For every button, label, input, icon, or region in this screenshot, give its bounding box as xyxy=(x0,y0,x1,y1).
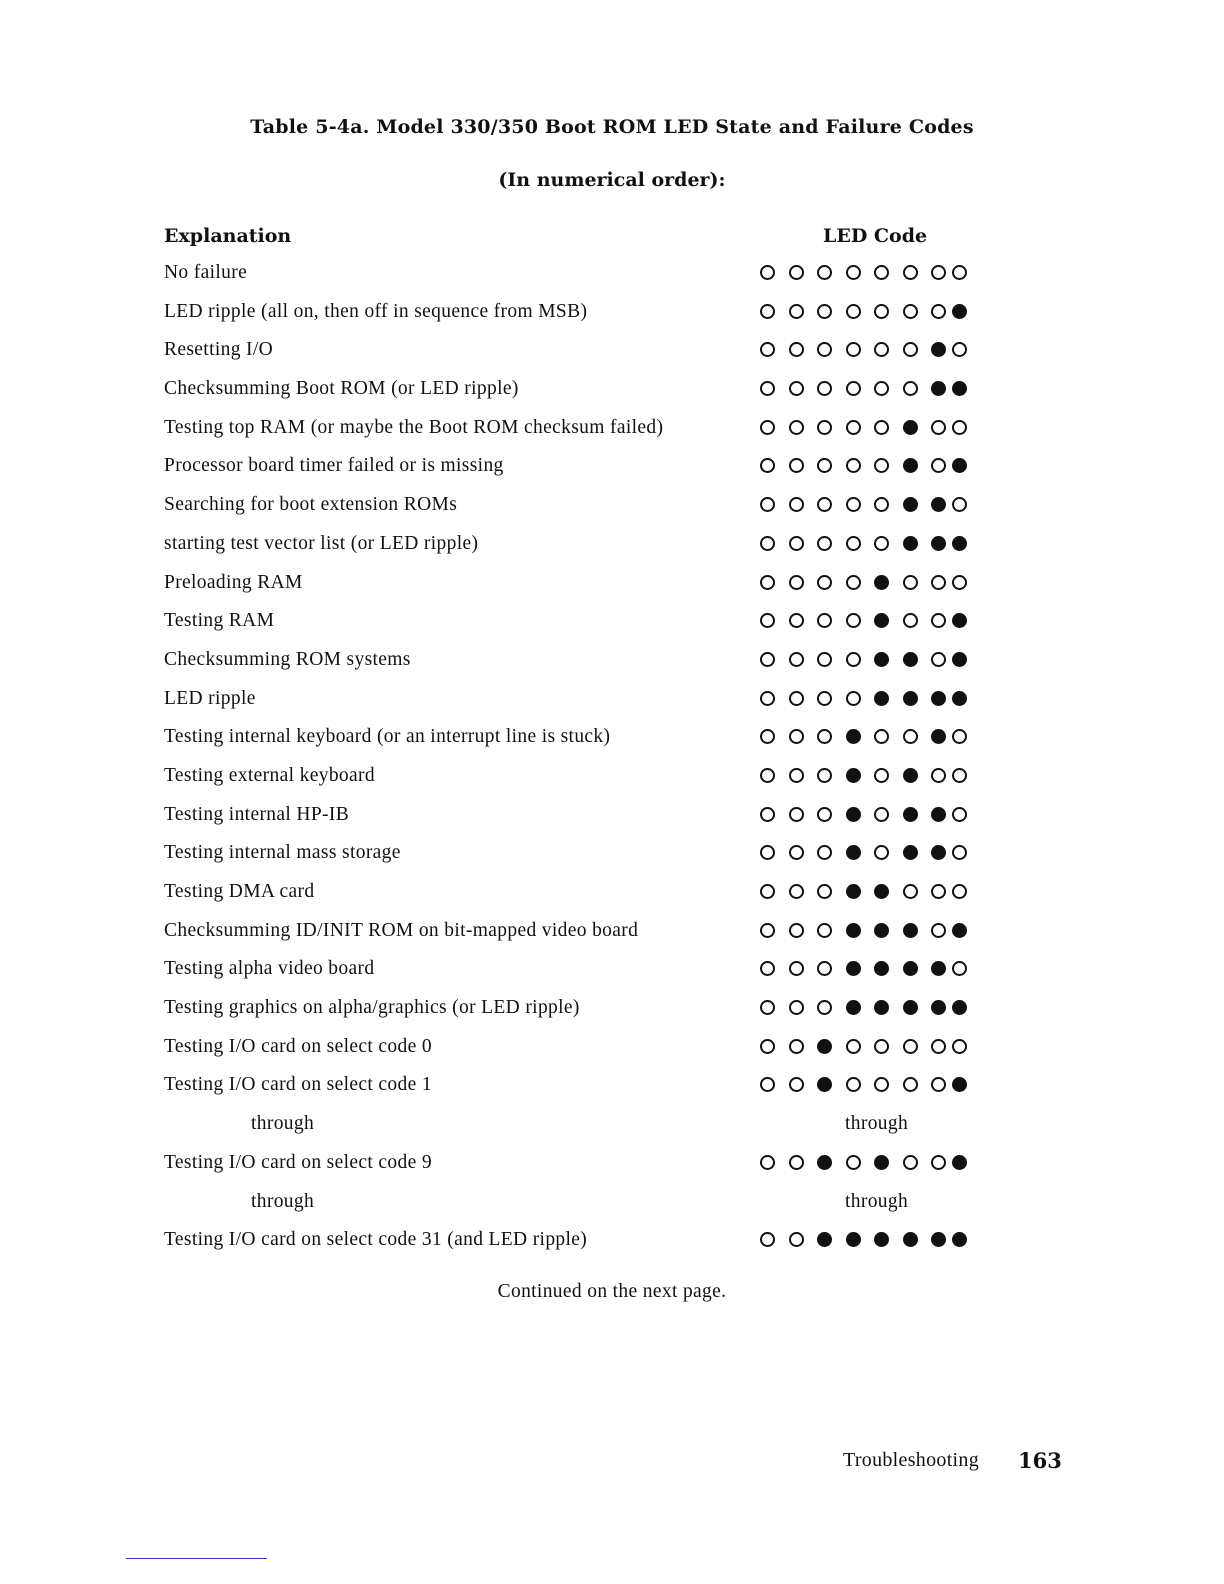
table-row xyxy=(0,950,1224,989)
table-row xyxy=(0,1028,1224,1067)
led-on-icon xyxy=(903,497,918,512)
led-off-icon xyxy=(931,304,946,319)
led-on-icon xyxy=(952,1232,967,1247)
led-off-icon xyxy=(789,652,804,667)
led-on-icon xyxy=(952,1000,967,1015)
row-explanation: Testing RAM xyxy=(164,610,275,632)
led-off-icon xyxy=(789,884,804,899)
led-code xyxy=(760,536,970,554)
led-off-icon xyxy=(760,265,775,280)
led-off-icon xyxy=(817,575,832,590)
column-header-led-code: LED Code xyxy=(823,225,928,247)
row-explanation: Testing top RAM (or maybe the Boot ROM checksum failed) xyxy=(164,416,664,438)
row-explanation: Checksumming Boot ROM (or LED ripple) xyxy=(164,378,519,400)
led-off-icon xyxy=(846,575,861,590)
led-code xyxy=(760,420,970,438)
led-off-icon xyxy=(931,923,946,938)
led-off-icon xyxy=(817,497,832,512)
led-on-icon xyxy=(952,691,967,706)
led-off-icon xyxy=(789,304,804,319)
led-off-icon xyxy=(760,1232,775,1247)
row-explanation: Checksumming ID/INIT ROM on bit-mapped video board xyxy=(164,919,639,941)
led-on-icon xyxy=(846,845,861,860)
led-off-icon xyxy=(760,575,775,590)
row-explanation: Checksumming ROM systems xyxy=(164,648,411,670)
led-off-icon xyxy=(874,265,889,280)
led-on-icon xyxy=(903,691,918,706)
led-off-icon xyxy=(874,845,889,860)
led-off-icon xyxy=(952,884,967,899)
led-code xyxy=(760,381,970,399)
table-row xyxy=(0,293,1224,332)
led-off-icon xyxy=(874,381,889,396)
table-row xyxy=(0,447,1224,486)
led-off-icon xyxy=(931,613,946,628)
led-off-icon xyxy=(846,265,861,280)
led-off-icon xyxy=(760,458,775,473)
led-off-icon xyxy=(952,1039,967,1054)
led-off-icon xyxy=(952,961,967,976)
led-off-icon xyxy=(952,265,967,280)
led-off-icon xyxy=(846,342,861,357)
led-off-icon xyxy=(817,458,832,473)
led-on-icon xyxy=(903,652,918,667)
led-off-icon xyxy=(874,536,889,551)
led-on-icon xyxy=(903,458,918,473)
row-explanation: Testing DMA card xyxy=(164,881,315,902)
led-off-icon xyxy=(817,961,832,976)
led-on-icon xyxy=(846,884,861,899)
led-off-icon xyxy=(874,807,889,822)
table-row xyxy=(0,1144,1224,1183)
led-off-icon xyxy=(903,613,918,628)
row-explanation: starting test vector list (or LED ripple) xyxy=(164,532,479,554)
led-off-icon xyxy=(760,304,775,319)
led-off-icon xyxy=(760,536,775,551)
led-on-icon xyxy=(952,304,967,319)
led-off-icon xyxy=(817,265,832,280)
led-off-icon xyxy=(931,652,946,667)
through-label: through xyxy=(251,1113,315,1135)
table-row xyxy=(0,912,1224,951)
led-off-icon xyxy=(903,381,918,396)
led-code xyxy=(760,497,970,515)
led-off-icon xyxy=(931,884,946,899)
row-explanation: Searching for boot extension ROMs xyxy=(164,494,458,516)
led-on-icon xyxy=(931,845,946,860)
led-code xyxy=(760,845,970,863)
table-row xyxy=(0,370,1224,409)
led-on-icon xyxy=(931,691,946,706)
led-off-icon xyxy=(931,420,946,435)
table-row xyxy=(0,680,1224,719)
led-on-icon xyxy=(846,961,861,976)
led-off-icon xyxy=(846,613,861,628)
led-off-icon xyxy=(874,497,889,512)
led-off-icon xyxy=(760,845,775,860)
led-on-icon xyxy=(952,536,967,551)
led-off-icon xyxy=(846,381,861,396)
led-on-icon xyxy=(874,613,889,628)
led-off-icon xyxy=(789,807,804,822)
led-off-icon xyxy=(789,613,804,628)
led-off-icon xyxy=(789,342,804,357)
led-off-icon xyxy=(760,923,775,938)
led-off-icon xyxy=(760,1039,775,1054)
led-on-icon xyxy=(903,1000,918,1015)
led-off-icon xyxy=(760,1155,775,1170)
led-on-icon xyxy=(952,923,967,938)
through-label: through xyxy=(251,1190,315,1212)
led-on-icon xyxy=(931,536,946,551)
led-code xyxy=(760,884,970,902)
led-on-icon xyxy=(952,613,967,628)
table-row xyxy=(0,796,1224,835)
led-off-icon xyxy=(931,1039,946,1054)
through-row xyxy=(0,1183,1224,1222)
led-on-icon xyxy=(903,1232,918,1247)
led-off-icon xyxy=(789,1039,804,1054)
led-on-icon xyxy=(846,729,861,744)
led-on-icon xyxy=(903,807,918,822)
led-off-icon xyxy=(817,845,832,860)
led-off-icon xyxy=(903,304,918,319)
table-row xyxy=(0,834,1224,873)
column-header-explanation: Explanation xyxy=(164,225,292,247)
led-on-icon xyxy=(931,381,946,396)
led-off-icon xyxy=(817,729,832,744)
led-off-icon xyxy=(789,575,804,590)
led-off-icon xyxy=(760,652,775,667)
led-on-icon xyxy=(846,807,861,822)
led-code xyxy=(760,1039,970,1057)
led-off-icon xyxy=(903,265,918,280)
led-off-icon xyxy=(817,342,832,357)
row-explanation: Testing external keyboard xyxy=(164,764,375,786)
led-off-icon xyxy=(952,575,967,590)
led-on-icon xyxy=(903,536,918,551)
led-on-icon xyxy=(931,1000,946,1015)
led-on-icon xyxy=(874,1155,889,1170)
led-on-icon xyxy=(931,961,946,976)
row-explanation: Testing I/O card on select code 1 xyxy=(164,1074,432,1096)
led-off-icon xyxy=(760,961,775,976)
led-off-icon xyxy=(817,691,832,706)
led-off-icon xyxy=(760,768,775,783)
led-off-icon xyxy=(789,691,804,706)
led-off-icon xyxy=(789,1077,804,1092)
led-code xyxy=(760,691,970,709)
table-row xyxy=(0,718,1224,757)
led-off-icon xyxy=(952,845,967,860)
led-on-icon xyxy=(952,1155,967,1170)
led-off-icon xyxy=(846,536,861,551)
led-on-icon xyxy=(952,1077,967,1092)
row-explanation: No failure xyxy=(164,262,248,283)
led-off-icon xyxy=(817,1000,832,1015)
led-on-icon xyxy=(874,923,889,938)
through-led-label: through xyxy=(845,1113,909,1135)
row-explanation: LED ripple (all on, then off in sequence from MSB) xyxy=(164,300,588,322)
led-on-icon xyxy=(874,961,889,976)
led-on-icon xyxy=(846,1000,861,1015)
led-code xyxy=(760,342,970,360)
table-row xyxy=(0,1066,1224,1105)
led-off-icon xyxy=(789,265,804,280)
led-off-icon xyxy=(903,1039,918,1054)
led-off-icon xyxy=(846,691,861,706)
led-off-icon xyxy=(846,497,861,512)
row-explanation: Testing internal mass storage xyxy=(164,842,401,864)
row-explanation: Testing I/O card on select code 9 xyxy=(164,1151,432,1173)
footnote-rule xyxy=(126,1558,267,1559)
led-off-icon xyxy=(789,458,804,473)
led-off-icon xyxy=(952,420,967,435)
led-off-icon xyxy=(874,768,889,783)
led-off-icon xyxy=(846,1039,861,1054)
row-explanation: Testing internal keyboard (or an interrupt line is stuck) xyxy=(164,726,611,748)
row-explanation: Processor board timer failed or is missing xyxy=(164,455,504,477)
led-off-icon xyxy=(952,729,967,744)
led-on-icon xyxy=(931,497,946,512)
led-off-icon xyxy=(874,304,889,319)
led-on-icon xyxy=(817,1232,832,1247)
led-off-icon xyxy=(903,342,918,357)
led-off-icon xyxy=(789,961,804,976)
led-off-icon xyxy=(817,613,832,628)
led-off-icon xyxy=(903,729,918,744)
led-off-icon xyxy=(846,304,861,319)
led-off-icon xyxy=(789,845,804,860)
led-code xyxy=(760,807,970,825)
led-off-icon xyxy=(931,265,946,280)
led-on-icon xyxy=(952,652,967,667)
row-explanation: Testing I/O card on select code 0 xyxy=(164,1035,432,1057)
led-on-icon xyxy=(903,845,918,860)
row-explanation: Testing alpha video board xyxy=(164,958,375,980)
led-off-icon xyxy=(789,536,804,551)
row-explanation: Preloading RAM xyxy=(164,571,303,593)
row-explanation: Testing internal HP-IB xyxy=(164,803,350,825)
led-code xyxy=(760,1000,970,1018)
led-on-icon xyxy=(952,381,967,396)
led-off-icon xyxy=(846,1077,861,1092)
led-code xyxy=(760,304,970,322)
led-off-icon xyxy=(846,1155,861,1170)
led-on-icon xyxy=(874,691,889,706)
led-off-icon xyxy=(789,729,804,744)
led-code xyxy=(760,923,970,941)
table-row xyxy=(0,525,1224,564)
led-off-icon xyxy=(952,807,967,822)
table-row xyxy=(0,989,1224,1028)
led-off-icon xyxy=(874,342,889,357)
table-row xyxy=(0,1221,1224,1260)
led-on-icon xyxy=(846,923,861,938)
table-row xyxy=(0,564,1224,603)
led-off-icon xyxy=(760,691,775,706)
led-off-icon xyxy=(874,458,889,473)
led-off-icon xyxy=(931,768,946,783)
led-code xyxy=(760,1077,970,1095)
led-off-icon xyxy=(789,1000,804,1015)
led-off-icon xyxy=(846,420,861,435)
led-on-icon xyxy=(874,1000,889,1015)
led-on-icon xyxy=(931,1232,946,1247)
table-row xyxy=(0,641,1224,680)
led-off-icon xyxy=(760,497,775,512)
led-off-icon xyxy=(903,884,918,899)
table-subtitle: (In numerical order): xyxy=(498,169,726,191)
led-on-icon xyxy=(903,420,918,435)
led-off-icon xyxy=(874,1077,889,1092)
led-off-icon xyxy=(760,381,775,396)
led-off-icon xyxy=(874,420,889,435)
led-off-icon xyxy=(760,884,775,899)
led-on-icon xyxy=(952,458,967,473)
led-on-icon xyxy=(846,768,861,783)
led-on-icon xyxy=(874,575,889,590)
led-code xyxy=(760,1232,970,1250)
led-code xyxy=(760,613,970,631)
led-code xyxy=(760,729,970,747)
row-explanation: Resetting I/O xyxy=(164,339,274,361)
row-explanation: LED ripple xyxy=(164,687,256,709)
led-off-icon xyxy=(817,884,832,899)
led-off-icon xyxy=(760,342,775,357)
led-off-icon xyxy=(931,575,946,590)
led-off-icon xyxy=(874,729,889,744)
led-on-icon xyxy=(903,768,918,783)
led-off-icon xyxy=(789,1232,804,1247)
led-off-icon xyxy=(760,613,775,628)
led-code xyxy=(760,575,970,593)
led-off-icon xyxy=(903,575,918,590)
led-off-icon xyxy=(846,652,861,667)
led-off-icon xyxy=(931,1077,946,1092)
led-off-icon xyxy=(817,768,832,783)
led-off-icon xyxy=(952,342,967,357)
led-on-icon xyxy=(817,1077,832,1092)
led-off-icon xyxy=(817,807,832,822)
led-off-icon xyxy=(760,729,775,744)
led-on-icon xyxy=(903,923,918,938)
led-off-icon xyxy=(846,458,861,473)
footer-section-label: Troubleshooting xyxy=(843,1449,980,1471)
led-off-icon xyxy=(789,381,804,396)
led-code-table xyxy=(0,254,1224,1260)
row-explanation: Testing I/O card on select code 31 (and LED ripple) xyxy=(164,1229,588,1251)
led-on-icon xyxy=(874,652,889,667)
led-code xyxy=(760,961,970,979)
led-off-icon xyxy=(760,420,775,435)
led-off-icon xyxy=(903,1155,918,1170)
led-code xyxy=(760,652,970,670)
led-on-icon xyxy=(931,807,946,822)
led-off-icon xyxy=(817,923,832,938)
table-row xyxy=(0,409,1224,448)
led-off-icon xyxy=(789,1155,804,1170)
led-off-icon xyxy=(817,652,832,667)
through-led-label: through xyxy=(845,1190,909,1212)
led-on-icon xyxy=(874,884,889,899)
led-off-icon xyxy=(760,1077,775,1092)
led-on-icon xyxy=(931,729,946,744)
led-code xyxy=(760,1155,970,1173)
led-off-icon xyxy=(952,497,967,512)
table-row xyxy=(0,254,1224,293)
table-row xyxy=(0,602,1224,641)
led-on-icon xyxy=(817,1155,832,1170)
led-off-icon xyxy=(789,923,804,938)
led-off-icon xyxy=(903,1077,918,1092)
led-off-icon xyxy=(817,536,832,551)
led-off-icon xyxy=(760,807,775,822)
led-off-icon xyxy=(789,768,804,783)
continued-note: Continued on the next page. xyxy=(497,1281,727,1302)
led-off-icon xyxy=(952,768,967,783)
led-on-icon xyxy=(931,342,946,357)
led-on-icon xyxy=(874,1232,889,1247)
table-row xyxy=(0,331,1224,370)
led-off-icon xyxy=(789,420,804,435)
table-row xyxy=(0,486,1224,525)
table-row xyxy=(0,873,1224,912)
led-off-icon xyxy=(817,420,832,435)
row-explanation: Testing graphics on alpha/graphics (or LED ripple) xyxy=(164,997,580,1019)
page-number: 163 xyxy=(1018,1448,1062,1473)
led-off-icon xyxy=(789,497,804,512)
led-on-icon xyxy=(817,1039,832,1054)
led-on-icon xyxy=(846,1232,861,1247)
led-off-icon xyxy=(874,1039,889,1054)
table-row xyxy=(0,757,1224,796)
led-off-icon xyxy=(817,381,832,396)
led-code xyxy=(760,265,970,283)
led-code xyxy=(760,768,970,786)
table-title: Table 5-4a. Model 330/350 Boot ROM LED State and Failure Codes xyxy=(250,116,974,138)
led-on-icon xyxy=(903,961,918,976)
led-code xyxy=(760,458,970,476)
led-off-icon xyxy=(760,1000,775,1015)
led-off-icon xyxy=(817,304,832,319)
led-off-icon xyxy=(931,458,946,473)
through-row xyxy=(0,1105,1224,1144)
led-off-icon xyxy=(931,1155,946,1170)
